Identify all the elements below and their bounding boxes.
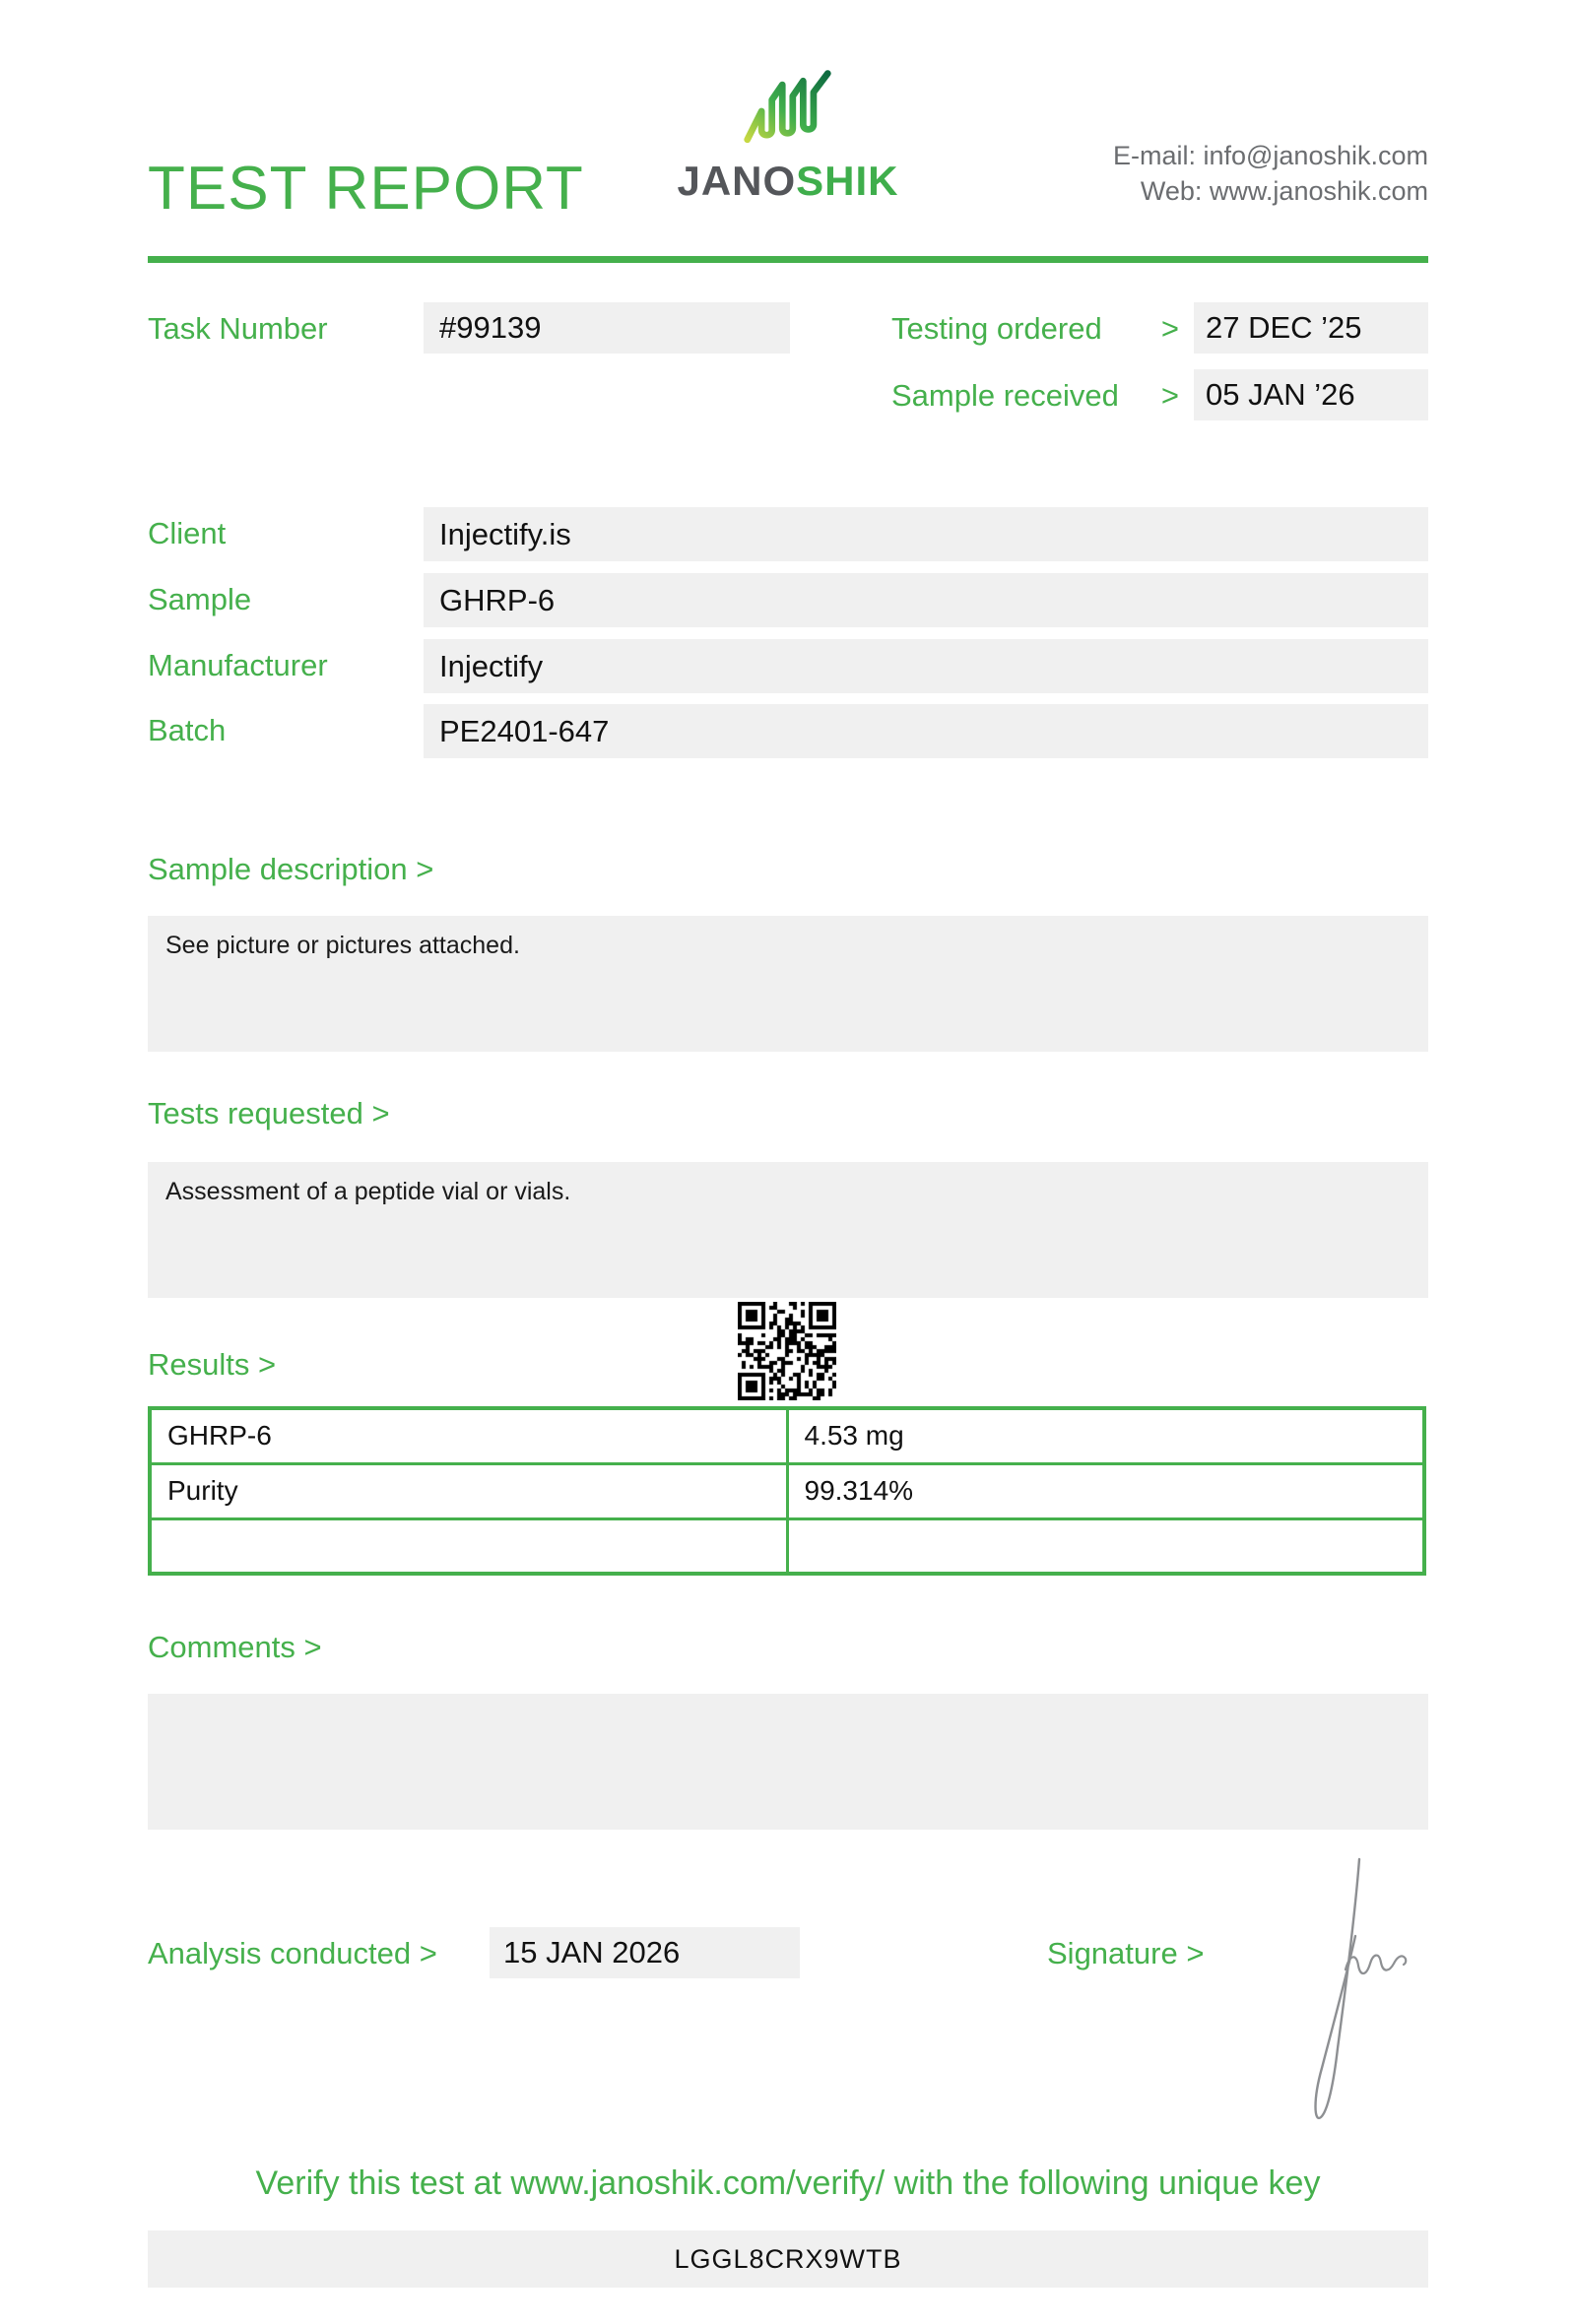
testing-ordered-value: 27 DEC ’25 xyxy=(1194,302,1428,354)
batch-value: PE2401-647 xyxy=(424,704,1428,758)
contact-web: Web: www.janoshik.com xyxy=(1140,176,1428,206)
sample-received-arrow: > xyxy=(1160,378,1179,413)
signature-label: Signature > xyxy=(1047,1936,1205,1970)
sample-received-text: Sample received xyxy=(891,378,1119,413)
page-title: TEST REPORT xyxy=(148,155,584,223)
client-label: Client xyxy=(148,516,227,550)
testing-ordered-text: Testing ordered xyxy=(891,311,1102,346)
sample-received-label xyxy=(891,378,1179,414)
header-divider xyxy=(148,256,1428,263)
signature-scribble xyxy=(1263,1853,1411,2134)
qr-code xyxy=(738,1302,836,1400)
manufacturer-value: Injectify xyxy=(424,639,1428,693)
testing-ordered-arrow: > xyxy=(1160,311,1179,346)
tests-requested-heading: Tests requested > xyxy=(148,1096,390,1130)
sample-value: GHRP-6 xyxy=(424,573,1428,627)
table-row xyxy=(150,1463,1424,1518)
contact-email: E-mail: info@janoshik.com xyxy=(1112,141,1428,170)
testing-ordered-label xyxy=(891,311,1179,347)
brand-name xyxy=(670,158,906,205)
manufacturer-label: Manufacturer xyxy=(148,648,328,682)
sample-received-value: 05 JAN ’26 xyxy=(1194,369,1428,420)
brand-prefix: JANO xyxy=(677,158,797,204)
result-name-cell xyxy=(150,1518,787,1574)
analysis-conducted-label: Analysis conducted > xyxy=(148,1936,437,1970)
result-value-cell: 4.53 mg xyxy=(787,1408,1424,1463)
result-value-cell: 99.314% xyxy=(787,1463,1424,1518)
result-value-cell xyxy=(787,1518,1424,1574)
client-value: Injectify.is xyxy=(424,507,1428,561)
task-number-label: Task Number xyxy=(148,311,328,346)
janoshik-logo xyxy=(670,67,906,205)
result-name-cell: GHRP-6 xyxy=(150,1408,787,1463)
comments-box xyxy=(148,1694,1428,1830)
result-name-cell: Purity xyxy=(150,1463,787,1518)
sample-description-heading: Sample description > xyxy=(148,852,434,886)
unique-key: LGGL8CRX9WTB xyxy=(148,2230,1428,2288)
tests-requested-box: Assessment of a peptide vial or vials. xyxy=(148,1162,1428,1298)
sample-label: Sample xyxy=(148,582,252,616)
contact-info xyxy=(1113,138,1428,209)
brand-suffix: SHIK xyxy=(796,158,899,204)
batch-label: Batch xyxy=(148,713,227,747)
comments-heading: Comments > xyxy=(148,1630,322,1664)
results-table xyxy=(148,1406,1426,1576)
results-heading: Results > xyxy=(148,1347,277,1382)
table-row xyxy=(150,1518,1424,1574)
trend-chart-icon xyxy=(741,67,835,154)
verify-instruction: Verify this test at www.janoshik.com/verify/ with the following unique key xyxy=(255,2164,1321,2202)
table-row xyxy=(150,1408,1424,1463)
task-number-value: #99139 xyxy=(424,302,790,354)
sample-description-box: See picture or pictures attached. xyxy=(148,916,1428,1052)
analysis-conducted-value: 15 JAN 2026 xyxy=(490,1927,800,1978)
